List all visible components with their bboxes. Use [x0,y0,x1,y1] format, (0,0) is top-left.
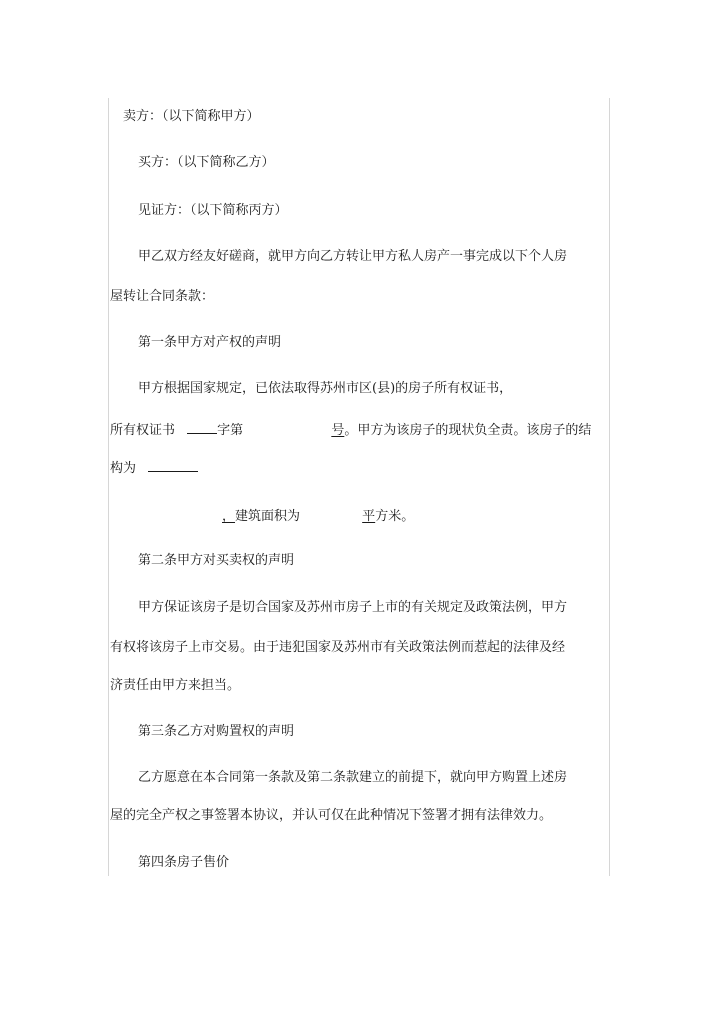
article-3-line-2: 屋的完全产权之事签署本协议，并认可仅在此种情况下签署才拥有法律效力。 [110,808,553,823]
article-1-cert-line [110,421,591,439]
seller-line: 卖方：（以下简称甲方） [123,109,260,124]
article-1-structure-line [110,459,198,477]
structure-prefix: 构为 [110,461,137,476]
area-label: 建筑面积为 [235,509,301,524]
article-2-line-2: 有权将该房子上市交易。由于违犯国家及苏州市有关政策法例而惹起的法律及经 [110,640,566,655]
cert-number-blank [251,421,331,434]
intro-paragraph-line-2: 屋转让合同条款： [110,289,215,304]
cert-zi-label: 字第 [217,423,244,438]
area-comma: ， [222,509,236,524]
witness-line: 见证方：（以下简称丙方） [138,203,288,218]
structure-blank [148,459,198,472]
article-1-title: 第一条甲方对产权的声明 [138,335,282,350]
page-right-border [609,98,610,876]
article-3-line-1: 乙方愿意在本合同第一条款及第二条款建立的前提下，就向甲方购置上述房 [138,770,568,785]
intro-paragraph-line-1: 甲乙双方经友好磋商，就甲方向乙方转让甲方私人房产一事完成以下个人房 [138,249,568,264]
area-ping: 平 [362,509,376,524]
cert-suffix: 。甲方为该房子的现状负全责。该房子的结 [344,423,592,438]
article-2-line-3: 济责任由甲方来担当。 [110,678,241,693]
cert-word-blank [187,421,217,434]
article-4-title: 第四条房子售价 [138,855,230,870]
article-2-line-1: 甲方保证该房子是切合国家及苏州市房子上市的有关规定及政策法例，甲方 [138,600,568,615]
cert-hao-label: 号 [331,423,345,438]
article-3-title: 第三条乙方对购置权的声明 [138,724,295,739]
area-unit: 方米。 [375,509,415,524]
page-left-border [108,98,109,876]
buyer-line: 买方：（以下简称乙方） [138,155,275,170]
article-2-title: 第二条甲方对买卖权的声明 [138,553,295,568]
article-1-area-line [222,507,414,525]
article-1-line-1: 甲方根据国家规定，已依法取得苏州市区(县)的房子所有权证书， [138,381,513,396]
cert-prefix: 所有权证书 [110,423,176,438]
area-blank [304,507,362,520]
